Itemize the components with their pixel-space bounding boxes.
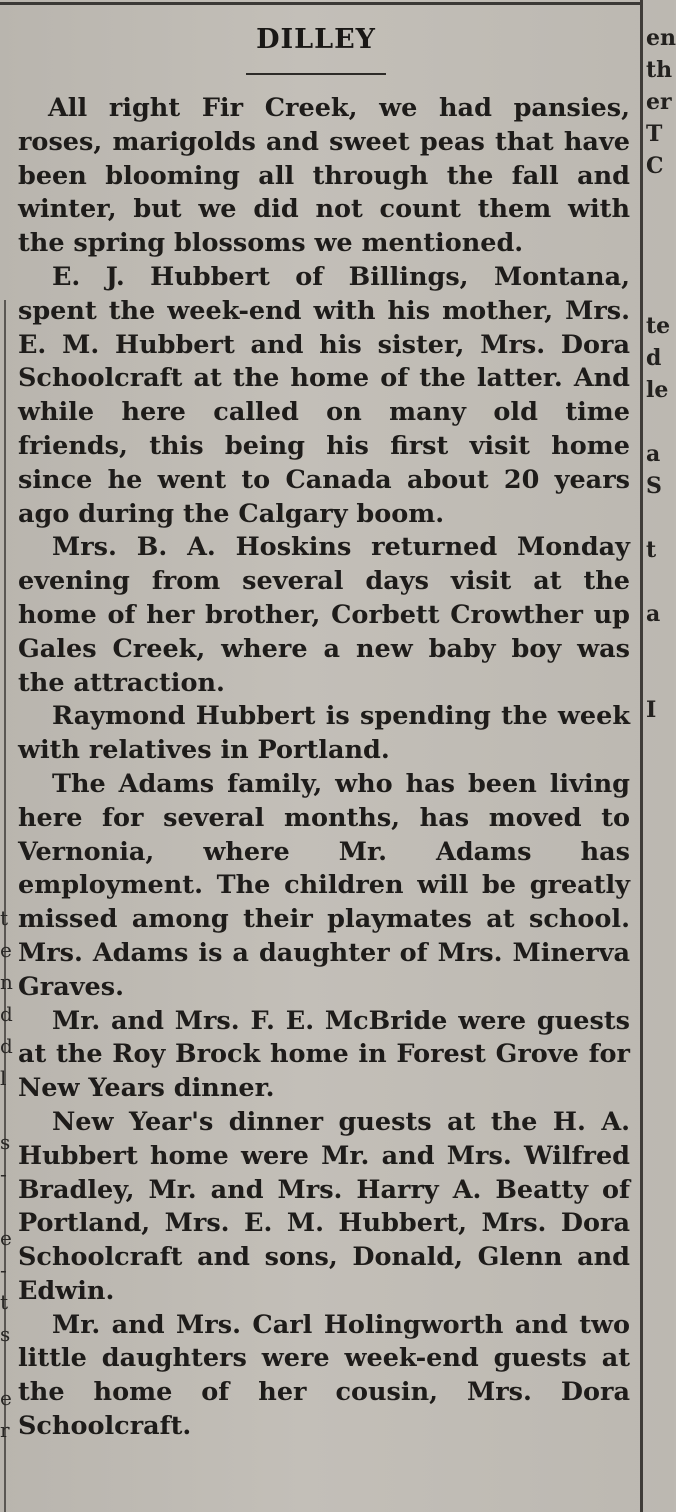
fragment-line: s (0, 1322, 11, 1346)
fragment-line: s (0, 1130, 11, 1154)
fragment-line (0, 1190, 8, 1222)
fragment-line: t (0, 1290, 9, 1314)
fragment-line (0, 1094, 8, 1126)
paragraph: Mr. and Mrs. Carl Holingworth and two little daughters were week-end guests at the home of her cousin, Mrs. Dora Schoolcraft. (18, 1309, 630, 1442)
article-title: DILLEY (256, 24, 376, 55)
fragment-line: e (0, 938, 12, 962)
fragment-line: en (646, 25, 676, 51)
fragment-line (646, 662, 674, 694)
fragment-line: I (646, 697, 657, 723)
fragment-line: - (0, 1258, 7, 1282)
fragment-line (646, 630, 674, 662)
fragment-line (646, 406, 674, 438)
fragment-line (646, 214, 674, 246)
fragment-line: n (0, 970, 13, 994)
paragraph: E. J. Hubbert of Billings, Montana, spent the week-end with his mother, Mrs. E. M. Hubbert and his sister, Mrs. Dora Schoolcraft at the home of the latter. And while here called on many old time friends, this being his first visit home since he went to Canada about 20 years ago during the Calgary boom. (18, 261, 630, 529)
fragment-line: T (646, 121, 663, 147)
fragment-line (646, 566, 674, 598)
fragment-line: C (646, 153, 664, 179)
fragment-line: a (646, 441, 661, 467)
fragment-line: a (646, 601, 661, 627)
fragment-line: le (646, 377, 669, 403)
column-divider-right (640, 0, 643, 1512)
fragment-line: th (646, 57, 673, 83)
fragment-line: d (646, 345, 662, 371)
title-underline (246, 73, 386, 75)
fragment-line (646, 502, 674, 534)
top-rule (0, 2, 640, 5)
fragment-line: te (646, 313, 671, 339)
adjacent-column-right (646, 22, 674, 726)
fragment-line: l (0, 1066, 7, 1090)
fragment-line: e (0, 1226, 12, 1250)
article-body (18, 92, 630, 1444)
paragraph: New Year's dinner guests at the H. A. Hubbert home were Mr. and Mrs. Wilfred Bradley, Mr. and Mrs. Harry A. Beatty of Portland, Mrs. E. M. Hubbert, Mrs. Dora Schoolcraft and sons, Donald, Glenn and Edwin. (18, 1106, 630, 1306)
fragment-line (646, 246, 674, 278)
paragraph: The Adams family, who has been living here for several months, has moved to Vernonia, where Mr. Adams has employment. The children will be greatly missed among their playmates at school. Mrs. Adams is a daughter of Mrs. Minerva Graves. (18, 768, 630, 1002)
adjacent-column-left (0, 870, 13, 1446)
paragraph: All right Fir Creek, we had pansies, roses, marigolds and sweet peas that have been blooming all through the fall and winter, but we did not count them with the spring blossoms we mentioned. (18, 93, 630, 259)
fragment-line: d (0, 1034, 13, 1058)
paragraph: Mr. and Mrs. F. E. McBride were guests at the Roy Brock home in Forest Grove for New Years dinner. (18, 1005, 630, 1104)
fragment-line (0, 1350, 8, 1382)
fragment-line: er (646, 89, 672, 115)
fragment-line (646, 182, 674, 214)
fragment-line (0, 870, 8, 902)
fragment-line: r (0, 1418, 10, 1442)
fragment-line: t (0, 906, 9, 930)
fragment-line: d (0, 1002, 13, 1026)
fragment-line: t (646, 537, 657, 563)
fragment-line: e (0, 1386, 12, 1410)
fragment-line: - (0, 1162, 7, 1186)
fragment-line (646, 278, 674, 310)
fragment-line: S (646, 473, 662, 499)
paragraph: Mrs. B. A. Hoskins returned Monday evening from several days visit at the home of her brother, Corbett Crowther up Gales Creek, where a new baby boy was the attraction. (18, 532, 630, 698)
paragraph: Raymond Hubbert is spending the week with relatives in Portland. (18, 701, 630, 766)
